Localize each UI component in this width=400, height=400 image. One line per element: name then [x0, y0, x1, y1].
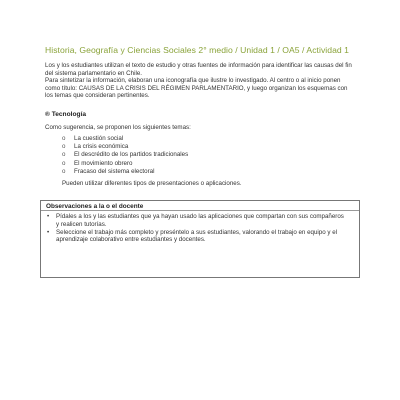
observations-heading: Observaciones a la o el docente	[46, 203, 144, 210]
bullet-icon: o	[62, 167, 66, 175]
list-item	[62, 143, 188, 151]
list-item-text: Fracaso del sistema electoral	[74, 167, 155, 175]
list-item	[62, 135, 188, 143]
list-item-text: La crisis económica	[74, 143, 129, 151]
tools-note: Pueden utilizar diferentes tipos de presentaciones o aplicaciones.	[62, 180, 242, 187]
bullet-icon: •	[47, 213, 50, 220]
bullet-icon: o	[62, 159, 66, 167]
bullet-icon: o	[62, 151, 66, 159]
intro-text	[45, 62, 357, 100]
intro-paragraph: Para sintetizar la información, elaboran una iconografía que ilustre lo investigado. Al centro o al inicio ponen como título: CAUSAS DE LA CRISIS DEL RÉGIMEN PARLAMENTARIO, y luego organizan los esquemas con los temas que consideran pertinentes.	[45, 77, 348, 100]
list-item	[62, 168, 188, 176]
bullet-icon: •	[47, 228, 50, 236]
bullet-icon: o	[62, 143, 66, 151]
topics-list	[62, 135, 188, 176]
suggestion-intro: Como sugerencia, se proponen los siguientes temas:	[45, 124, 191, 131]
list-item	[46, 229, 346, 244]
list-item	[46, 213, 346, 228]
document-title: Historia, Geografía y Ciencias Sociales 2° medio / Unidad 1 / OA5 / Actividad 1	[45, 45, 350, 55]
list-item-text: El movimiento obrero	[74, 159, 133, 167]
section-heading: ® Tecnología	[45, 111, 87, 118]
intro-paragraph: Los y los estudiantes utilizan el texto de estudio y otras fuentes de información para identificar las causas del fin del sistema parlamentario en Chile.	[45, 62, 352, 77]
list-item-text: El descrédito de los partidos tradicionales	[74, 151, 189, 159]
list-item	[62, 160, 188, 168]
bullet-icon: o	[62, 135, 66, 142]
list-item-text: Seleccione el trabajo más completo y preséntelo a sus estudiantes, valorando el trabajo en equipo y el aprendizaje colaborativo entre estudiantes y docentes.	[56, 228, 338, 244]
observations-list	[46, 213, 346, 244]
divider	[41, 210, 359, 211]
teacher-observations-box	[40, 200, 360, 278]
list-item	[62, 151, 188, 159]
list-item-text: Pídales a los y las estudiantes que ya hayan usado las aplicaciones que compartan con sus compañeros y realicen tutorías.	[56, 213, 344, 228]
list-item-text: La cuestión social	[74, 135, 124, 142]
